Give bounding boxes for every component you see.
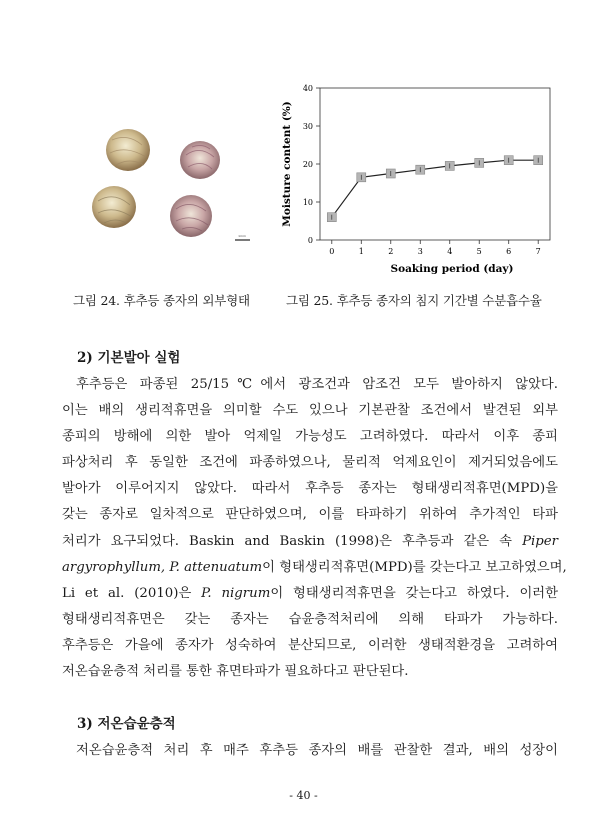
- section-3-heading: 3) 저온습윤층적: [77, 716, 176, 732]
- svg-text:1mm: 1mm: [238, 234, 246, 238]
- moisture-content-chart: [268, 76, 568, 276]
- figure-25-caption: 그림 25. 후추등 종자의 침지 기간별 수분흡수율: [286, 293, 542, 308]
- paragraph-line: [62, 555, 567, 581]
- chart-x-axis-label: Soaking period (day): [390, 263, 514, 275]
- seed-bottom-right: [170, 195, 212, 237]
- y-tick-label: 30: [302, 122, 313, 131]
- page-number: - 40 -: [289, 789, 318, 802]
- y-tick-label: 0: [307, 236, 313, 245]
- chart-plot-frame: [320, 88, 550, 240]
- paragraph-line: 저온습윤층적 처리 후 매주 후추등 종자의 배를 관찰한 결과, 배의 성장이: [76, 743, 558, 758]
- paragraph-line: 갖는 종자로 일차적으로 판단하였으며, 이를 타파하기 위하여 추가적인 타파: [62, 507, 558, 523]
- species-name: Piper: [522, 533, 558, 549]
- x-tick-label: 7: [535, 247, 541, 256]
- seed-top-right: [180, 141, 220, 179]
- series-line: [332, 160, 538, 217]
- paragraph-line: 후추등은 파종된 25/15℃에서 광조건과 암조건 모두 발아하지 않았다.: [76, 377, 558, 392]
- paragraph-text: 이 형태생리적휴면을 갖는다고 하였다. 이러한: [270, 585, 558, 601]
- y-tick-label: 20: [302, 160, 313, 169]
- y-tick-label: 10: [302, 198, 313, 207]
- paragraph-line: [62, 581, 558, 607]
- section-3-paragraph: [62, 738, 558, 764]
- paragraph-line: 저온습윤층적 처리를 통한 휴면타파가 필요하다고 판단된다.: [62, 664, 409, 680]
- x-tick-label: 3: [417, 247, 423, 256]
- paragraph-text: Li et al. (2010)은: [62, 585, 192, 601]
- paragraph-line: 후추등은 가을에 종자가 성숙하여 분산되므로, 이러한 생태적환경을 고려하여: [62, 637, 558, 653]
- paragraph-text: 이 형태생리적휴면(MPD)를 갖는다고 보고하였으며,: [262, 559, 567, 575]
- paragraph-line: [62, 529, 558, 555]
- species-name: P. nigrum: [201, 585, 271, 601]
- x-tick-label: 6: [506, 247, 512, 256]
- scale-bar: [235, 234, 250, 240]
- section-2-heading: 2) 기본발아 실험: [77, 350, 181, 366]
- paragraph-line: 파상처리 후 동일한 조건에 파종하였으나, 물리적 억제요인이 제거되었음에도: [62, 455, 558, 471]
- x-tick-label: 2: [388, 247, 394, 256]
- paragraph-line: 종피의 방해에 의한 발아 억제일 가능성도 고려하였다. 따라서 이후 종피: [62, 429, 558, 445]
- chart-y-axis-label: Moisture content (%): [281, 101, 293, 227]
- y-tick-label: 40: [302, 84, 313, 93]
- paragraph-line: 이는 배의 생리적휴면을 의미할 수도 있으나 기본관찰 조건에서 발견된 외부: [62, 403, 558, 419]
- figure-24-caption: 그림 24. 후추등 종자의 외부형태: [73, 293, 250, 308]
- seed-bottom-left: [92, 186, 136, 228]
- species-name: argyrophyllum, P. attenuatum: [62, 559, 263, 575]
- x-tick-label: 0: [329, 247, 335, 256]
- x-tick-label: 5: [476, 247, 482, 256]
- x-tick-label: 4: [447, 247, 453, 256]
- paragraph-text: 처리가 요구되었다. Baskin and Baskin (1998)은 후추등과 같은 속: [62, 533, 513, 549]
- seed-photograph: [70, 105, 275, 250]
- x-tick-label: 1: [358, 247, 364, 256]
- paragraph-line: 발아가 이루어지지 않았다. 따라서 후추등 종자는 형태생리적휴면(MPD)을: [62, 481, 558, 497]
- paragraph-line: 형태생리적휴면은 갖는 종자는 습윤층적처리에 의해 타파가 가능하다.: [62, 611, 558, 627]
- section-2-paragraph: [62, 372, 567, 685]
- seed-top-left: [106, 129, 150, 171]
